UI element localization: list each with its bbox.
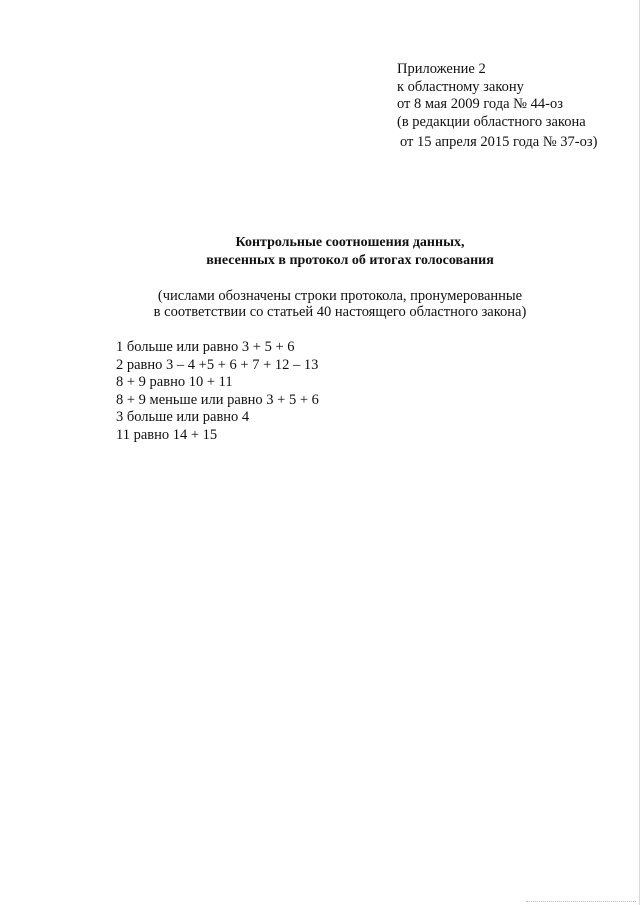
scan-mark — [526, 901, 636, 903]
appendix-number: Приложение 2 — [397, 61, 486, 77]
law-date-number: от 8 мая 2009 года № 44-оз — [397, 96, 563, 112]
law-reference: к областному закону — [397, 78, 524, 95]
control-relation-item: 3 больше или равно 4 — [116, 409, 250, 425]
control-relation-item: 11 равно 14 + 15 — [116, 426, 218, 443]
title-line-2: внесенных в протокол об итогах голосования — [206, 253, 494, 268]
control-relation-item: 1 больше или равно 3 + 5 + 6 — [116, 339, 295, 355]
explanatory-note — [100, 288, 580, 320]
control-relation-item: 8 + 9 равно 10 + 11 — [116, 374, 233, 390]
note-line-1: (числами обозначены строки протокола, пронумерованные — [157, 288, 523, 304]
note-line-2: в соответствии со статьей 40 настоящего областного закона) — [153, 304, 527, 320]
control-relation-item: 2 равно 3 – 4 +5 + 6 + 7 + 12 – 13 — [116, 356, 319, 373]
document-title — [120, 234, 580, 270]
title-line-1: Контрольные соотношения данных, — [235, 235, 465, 250]
appendix-header — [397, 61, 627, 152]
amendment-reference: (в редакции областного закона — [397, 113, 586, 130]
amendment-date-number: от 15 апреля 2015 года № 37-оз) — [400, 134, 598, 150]
control-relation-item: 8 + 9 меньше или равно 3 + 5 + 6 — [116, 391, 319, 408]
control-relations-list — [116, 339, 516, 444]
